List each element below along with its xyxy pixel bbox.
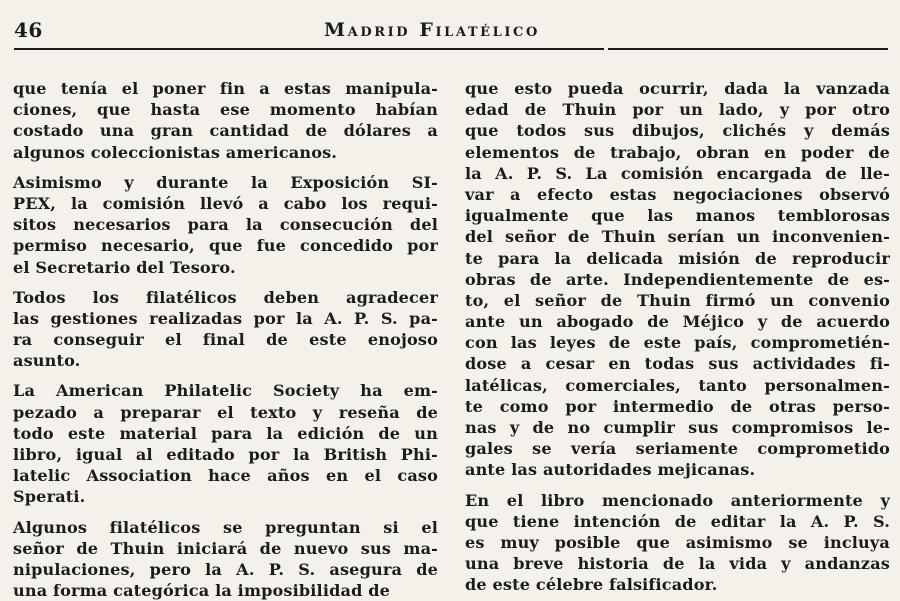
text-line: latelic Association hace años en el caso bbox=[13, 466, 438, 486]
paragraph bbox=[13, 287, 438, 372]
right-column bbox=[465, 78, 890, 596]
text-line: edad de Thuin por un lado, y por otro bbox=[465, 100, 890, 120]
text-line: costado una gran cantidad de dólares a bbox=[13, 121, 438, 141]
paragraph bbox=[13, 78, 438, 163]
left-column bbox=[13, 78, 438, 601]
text-line: libro, igual al editado por la British Phi- bbox=[13, 445, 438, 464]
paragraph-gap bbox=[13, 371, 438, 380]
text-line: La American Philatelic Society ha em- bbox=[13, 381, 438, 401]
text-line: que tiene intención de editar la A. P. S. bbox=[465, 511, 890, 531]
text-line: permiso necesario, que fue concedido por bbox=[13, 236, 438, 256]
text-line: Algunos filatélicos se preguntan si el bbox=[13, 517, 438, 537]
text-line: te para la delicada misión de reproducir bbox=[465, 248, 890, 268]
text-line: que todos sus dibujos, clichés y demás bbox=[465, 121, 890, 141]
text-line: obras de arte. Independientemente de es- bbox=[465, 269, 890, 289]
text-line: todo este material para la edición de un bbox=[13, 423, 438, 443]
text-line: ra conseguir el final de este enojoso bbox=[13, 330, 438, 350]
paragraph-gap bbox=[13, 278, 438, 287]
paragraph-gap bbox=[13, 508, 438, 517]
text-line: la A. P. S. La comisión encargada de lle- bbox=[465, 163, 890, 183]
text-line: nas y de no cumplir sus compromisos le- bbox=[465, 418, 890, 437]
text-line: del señor de Thuin serían un inconvenien- bbox=[465, 227, 890, 247]
page-header bbox=[14, 14, 888, 50]
text-line: ciones, que hasta ese momento habían bbox=[13, 100, 438, 120]
paragraph bbox=[13, 517, 438, 601]
text-line: ante un abogado de Méjico y de acuerdo bbox=[465, 312, 890, 332]
text-line: asunto. bbox=[13, 351, 81, 371]
paragraph bbox=[465, 78, 890, 481]
text-line: En el libro mencionado anteriormente y bbox=[465, 490, 890, 510]
text-line: pezado a preparar el texto y reseña de bbox=[13, 402, 438, 422]
text-line: Todos los filatélicos deben agradecer bbox=[13, 287, 438, 307]
paragraph bbox=[465, 490, 890, 596]
text-line: señor de Thuin iniciará de nuevo sus ma- bbox=[13, 538, 438, 558]
text-line: dose a cesar en todas sus actividades fi- bbox=[465, 354, 890, 374]
header-rule-left bbox=[14, 48, 604, 50]
text-line: latélicas, comerciales, tanto personalmen- bbox=[465, 375, 890, 395]
text-line: Sperati. bbox=[13, 487, 86, 507]
text-line: una forma categórica la imposibilidad de bbox=[13, 581, 391, 601]
header-rule-right bbox=[608, 48, 888, 50]
text-line: to, el señor de Thuin firmó un convenio bbox=[465, 290, 890, 310]
text-line: algunos coleccionistas americanos. bbox=[13, 142, 338, 162]
text-line: ante las autoridades mejicanas. bbox=[465, 460, 756, 480]
text-line: sitos necesarios para la consecución del bbox=[13, 215, 438, 235]
text-line: una breve historia de la vida y andanzas bbox=[465, 554, 890, 574]
paragraph-gap bbox=[13, 163, 438, 172]
text-line: es muy posible que asimismo se incluya bbox=[465, 532, 890, 552]
text-line: igualmente que las manos temblorosas bbox=[465, 206, 890, 226]
text-line: las gestiones realizadas por la A. P. S. pa- bbox=[13, 308, 438, 328]
text-line: de este célebre falsificador. bbox=[465, 575, 718, 595]
paragraph bbox=[13, 172, 438, 278]
running-title: Madrid Filatélico bbox=[324, 19, 540, 41]
text-line: var a efecto estas negociaciones observó bbox=[465, 184, 890, 204]
text-line: te como por intermedio de otras perso- bbox=[465, 396, 890, 416]
text-line: que esto pueda ocurrir, dada la vanzada bbox=[465, 79, 890, 98]
paragraph bbox=[13, 380, 438, 507]
text-line: que tenía el poner fin a estas manipula- bbox=[13, 79, 438, 98]
text-line: gales se vería seriamente comprometido bbox=[465, 439, 890, 459]
text-line: elementos de trabajo, obran en poder de bbox=[465, 142, 890, 162]
paragraph-gap bbox=[465, 481, 890, 490]
text-line: el Secretario del Tesoro. bbox=[13, 257, 236, 277]
page-number: 46 bbox=[14, 18, 43, 42]
text-line: con las leyes de este país, comprometién- bbox=[465, 333, 890, 353]
text-line: nipulaciones, pero la A. P. S. asegura de bbox=[13, 559, 438, 579]
text-line: Asimismo y durante la Exposición SI- bbox=[13, 172, 438, 192]
text-line: PEX, la comisión llevó a cabo los requi- bbox=[13, 193, 438, 213]
